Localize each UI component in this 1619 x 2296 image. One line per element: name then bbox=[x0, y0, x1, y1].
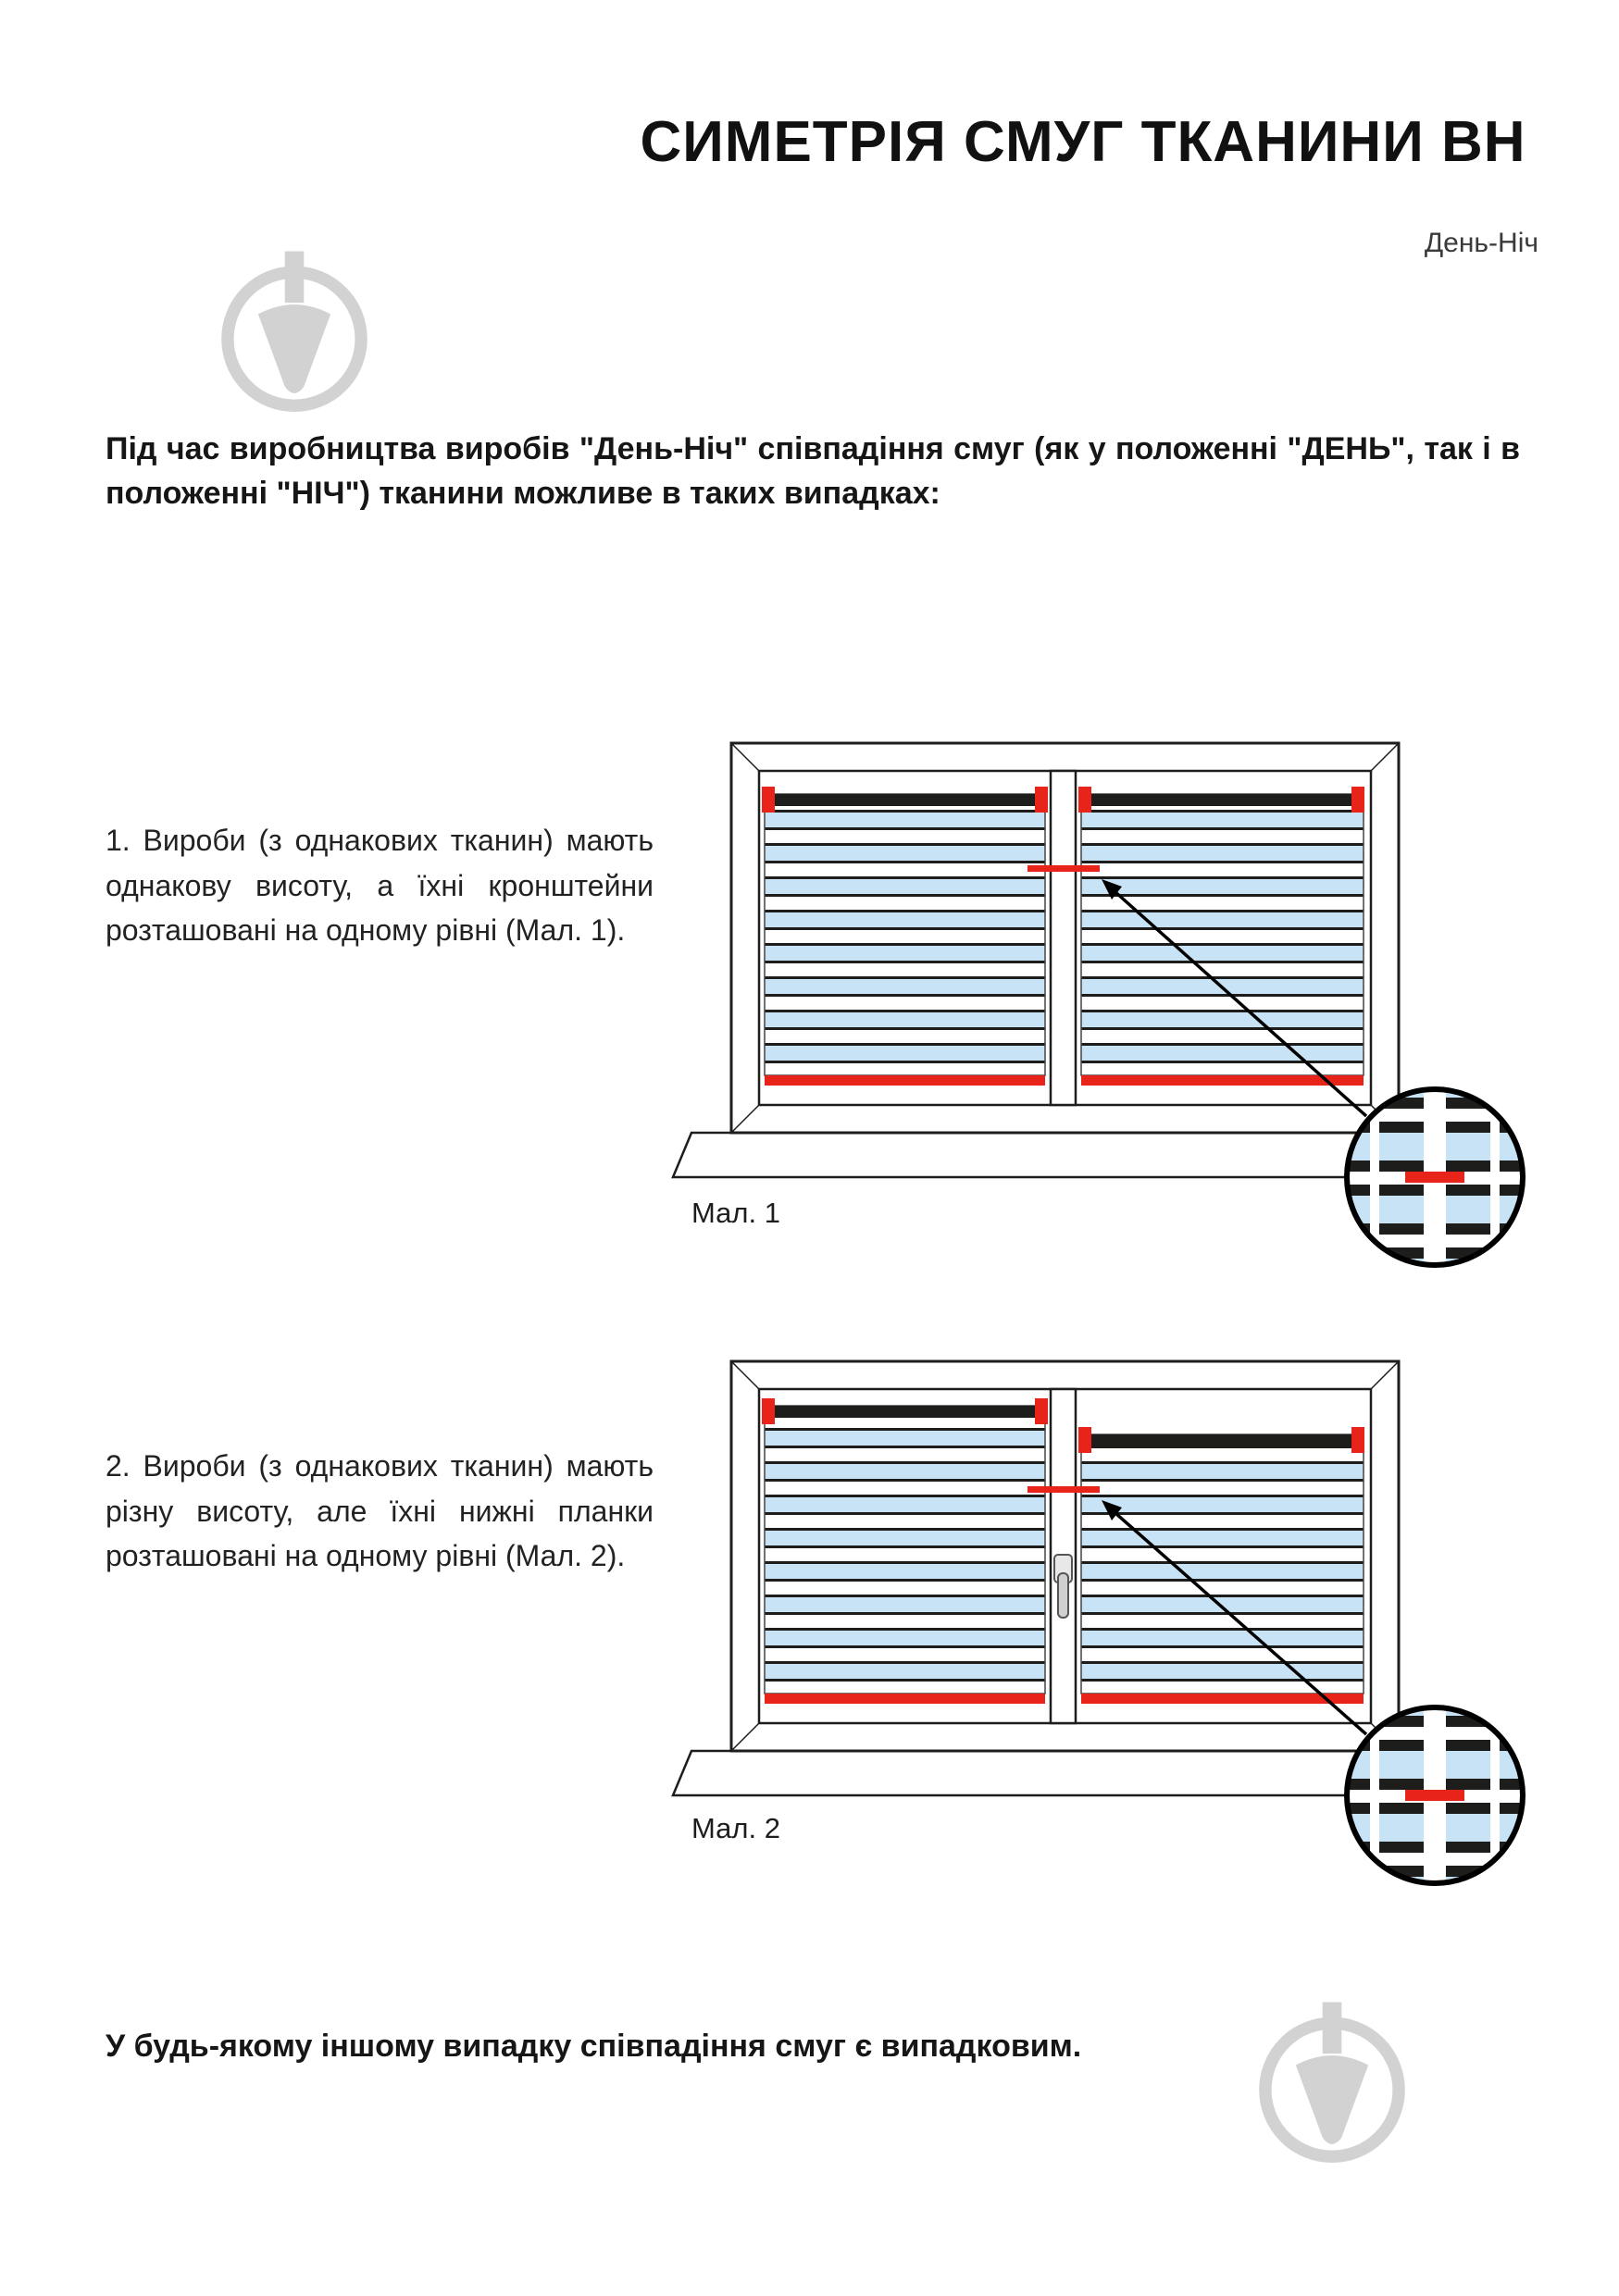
intro-paragraph: Під час виробництва виробів "День-Ніч" співпадіння смуг (як у положенні "ДЕНЬ", так і в положенні "НІЧ") тканини можливе в таких випадках: bbox=[106, 431, 1520, 511]
page-title: СИМЕТРІЯ СМУГ ТКАНИНИ ВН bbox=[640, 110, 1526, 174]
bracket-icon bbox=[762, 787, 775, 813]
figure-2-caption: Мал. 2 bbox=[691, 1812, 780, 1844]
page-subtitle: День-Ніч bbox=[1424, 228, 1538, 258]
case-1-text: 1. Вироби (з однакових тканин) мають однакову висоту, а їхні кронштейни розташовані на одному рівні (Мал. 1). bbox=[106, 824, 654, 948]
alignment-mark-zoomed bbox=[1405, 1172, 1464, 1183]
brand-watermark-bottom bbox=[1237, 1987, 1427, 2182]
window-sill bbox=[673, 1751, 1420, 1795]
left-blind bbox=[762, 1398, 1048, 1704]
right-blind bbox=[1078, 787, 1364, 1086]
figure-1-illustration bbox=[666, 722, 1592, 1282]
bottom-rail bbox=[765, 1694, 1045, 1704]
bracket-icon bbox=[1351, 787, 1364, 813]
blind-cassette bbox=[1081, 794, 1364, 806]
logo-mark-icon bbox=[1237, 1987, 1427, 2178]
bracket-icon bbox=[1078, 1427, 1091, 1453]
alignment-mark-zoomed bbox=[1405, 1790, 1464, 1801]
bracket-icon bbox=[762, 1398, 775, 1424]
case-2-text: 2. Вироби (з однакових тканин) мають різну висоту, але їхні нижні планки розташовані на одному рівні (Мал. 2). bbox=[106, 1449, 654, 1573]
brand-watermark-top bbox=[199, 236, 390, 431]
window-sill bbox=[673, 1133, 1420, 1177]
right-blind bbox=[1078, 1427, 1364, 1704]
figure-2-illustration bbox=[666, 1340, 1592, 1900]
alignment-mark bbox=[1027, 865, 1100, 872]
bracket-icon bbox=[1035, 787, 1048, 813]
closing-statement: У будь-якому іншому випадку співпадіння смуг є випадковим. bbox=[106, 2029, 1082, 2064]
alignment-mark bbox=[1027, 1486, 1100, 1493]
bracket-icon bbox=[1035, 1398, 1048, 1424]
left-blind bbox=[762, 787, 1048, 1086]
bracket-icon bbox=[1078, 787, 1091, 813]
blind-cassette bbox=[765, 1406, 1045, 1418]
blind-cassette bbox=[1081, 1434, 1364, 1446]
window-mullion bbox=[1051, 771, 1076, 1105]
bracket-icon bbox=[1351, 1427, 1364, 1453]
blind-cassette bbox=[765, 794, 1045, 806]
logo-mark-icon bbox=[199, 236, 390, 427]
bottom-rail bbox=[765, 1075, 1045, 1086]
figure-1-caption: Мал. 1 bbox=[691, 1197, 780, 1229]
